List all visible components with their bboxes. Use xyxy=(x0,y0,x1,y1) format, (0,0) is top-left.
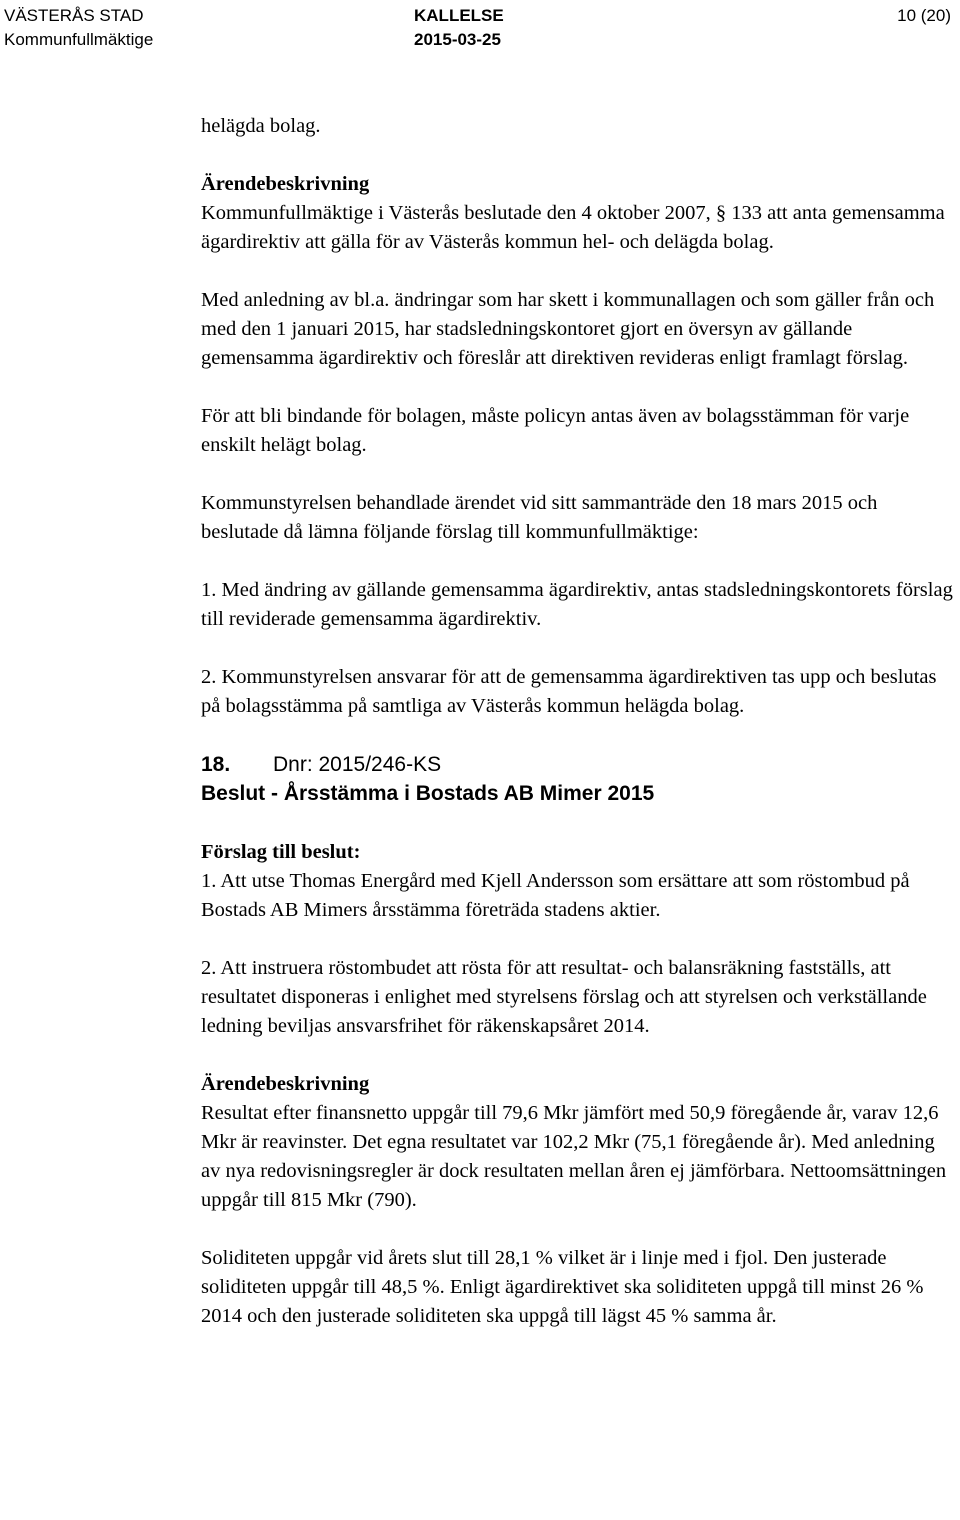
paragraph: Resultat efter finansnetto uppgår till 79,6 Mkr jämfört med 50,9 föregående år, varav 12,6 Mkr är reavinster. Det egna resultatet var 102,2 Mkr (75,1 föregående år). Med anledning av nya redovisningsregler är dock resultaten mellan åren ej jämförbara. Nettoomsättningen uppgår till 815 Mkr (790). xyxy=(201,1102,947,1211)
header-org: VÄSTERÅS STAD xyxy=(4,6,144,25)
agenda-item-number: 18. xyxy=(201,753,231,776)
paragraph: 2. Kommunstyrelsen ansvarar för att de gemensamma ägardirektiven tas upp och beslutas på bolagsstämma på samtliga av Västerås kommun helägda bolag. xyxy=(201,666,937,717)
agenda-item-title: Beslut - Årsstämma i Bostads AB Mimer 2015 xyxy=(201,782,655,805)
agenda-item-number-row xyxy=(201,750,957,779)
paragraph: Kommunfullmäktige i Västerås beslutade den 4 oktober 2007, § 133 att anta gemensamma ägardirektiv att gälla för av Västerås kommun hel- och delägda bolag. xyxy=(201,202,945,253)
paragraph: Kommunstyrelsen behandlade ärendet vid sitt sammanträde den 18 mars 2015 och beslutade då lämna följande förslag till kommunfullmäktige: xyxy=(201,492,878,543)
paragraph: Soliditeten uppgår vid årets slut till 28,1 % vilket är i linje med i fjol. Den justerade soliditeten uppgår till 48,5 %. Enligt ägardirektivet ska soliditeten uppgå till minst 26 % 2014 och den justerade soliditeten ska uppgå till lägst 45 % samma år. xyxy=(201,1247,924,1327)
paragraph: Med anledning av bl.a. ändringar som har skett i kommunallagen och som gäller från och med den 1 januari 2015, har stadsledningskontoret gjort en översyn av gällande gemensamma ägardirektiv och föreslår att direktiven revideras enligt framlagt förslag. xyxy=(201,289,935,369)
header-center xyxy=(414,4,504,52)
header-doc-type: KALLELSE xyxy=(414,6,504,25)
paragraph: 1. Att utse Thomas Energård med Kjell Andersson som ersättare att som röstombud på Bostads AB Mimers årsstämma företräda stadens aktier. xyxy=(201,870,910,921)
paragraph: helägda bolag. xyxy=(201,115,321,137)
header-body: Kommunfullmäktige xyxy=(4,30,154,49)
section-heading: Ärendebeskrivning xyxy=(201,173,370,195)
agenda-item-dnr: Dnr: 2015/246-KS xyxy=(273,753,442,776)
header-right xyxy=(897,4,951,28)
paragraph: 1. Med ändring av gällande gemensamma ägardirektiv, antas stadsledningskontorets förslag till reviderade gemensamma ägardirektiv. xyxy=(201,579,953,630)
header-date: 2015-03-25 xyxy=(414,30,501,49)
paragraph: 2. Att instruera röstombudet att rösta för att resultat- och balansräkning fastställs, att resultatet disponeras i enlighet med styrelsens förslag och att styrelsen och verkställande ledning beviljas ansvarsfrihet för räkenskapsåret 2014. xyxy=(201,957,927,1037)
paragraph: För att bli bindande för bolagen, måste policyn antas även av bolagsstämman för varje enskilt helägt bolag. xyxy=(201,405,910,456)
header-page-number: 10 (20) xyxy=(897,6,951,25)
section-heading: Ärendebeskrivning xyxy=(201,1073,370,1095)
page-header xyxy=(0,4,960,52)
document-body xyxy=(201,112,957,1331)
header-left xyxy=(4,4,153,52)
section-heading: Förslag till beslut: xyxy=(201,841,361,863)
